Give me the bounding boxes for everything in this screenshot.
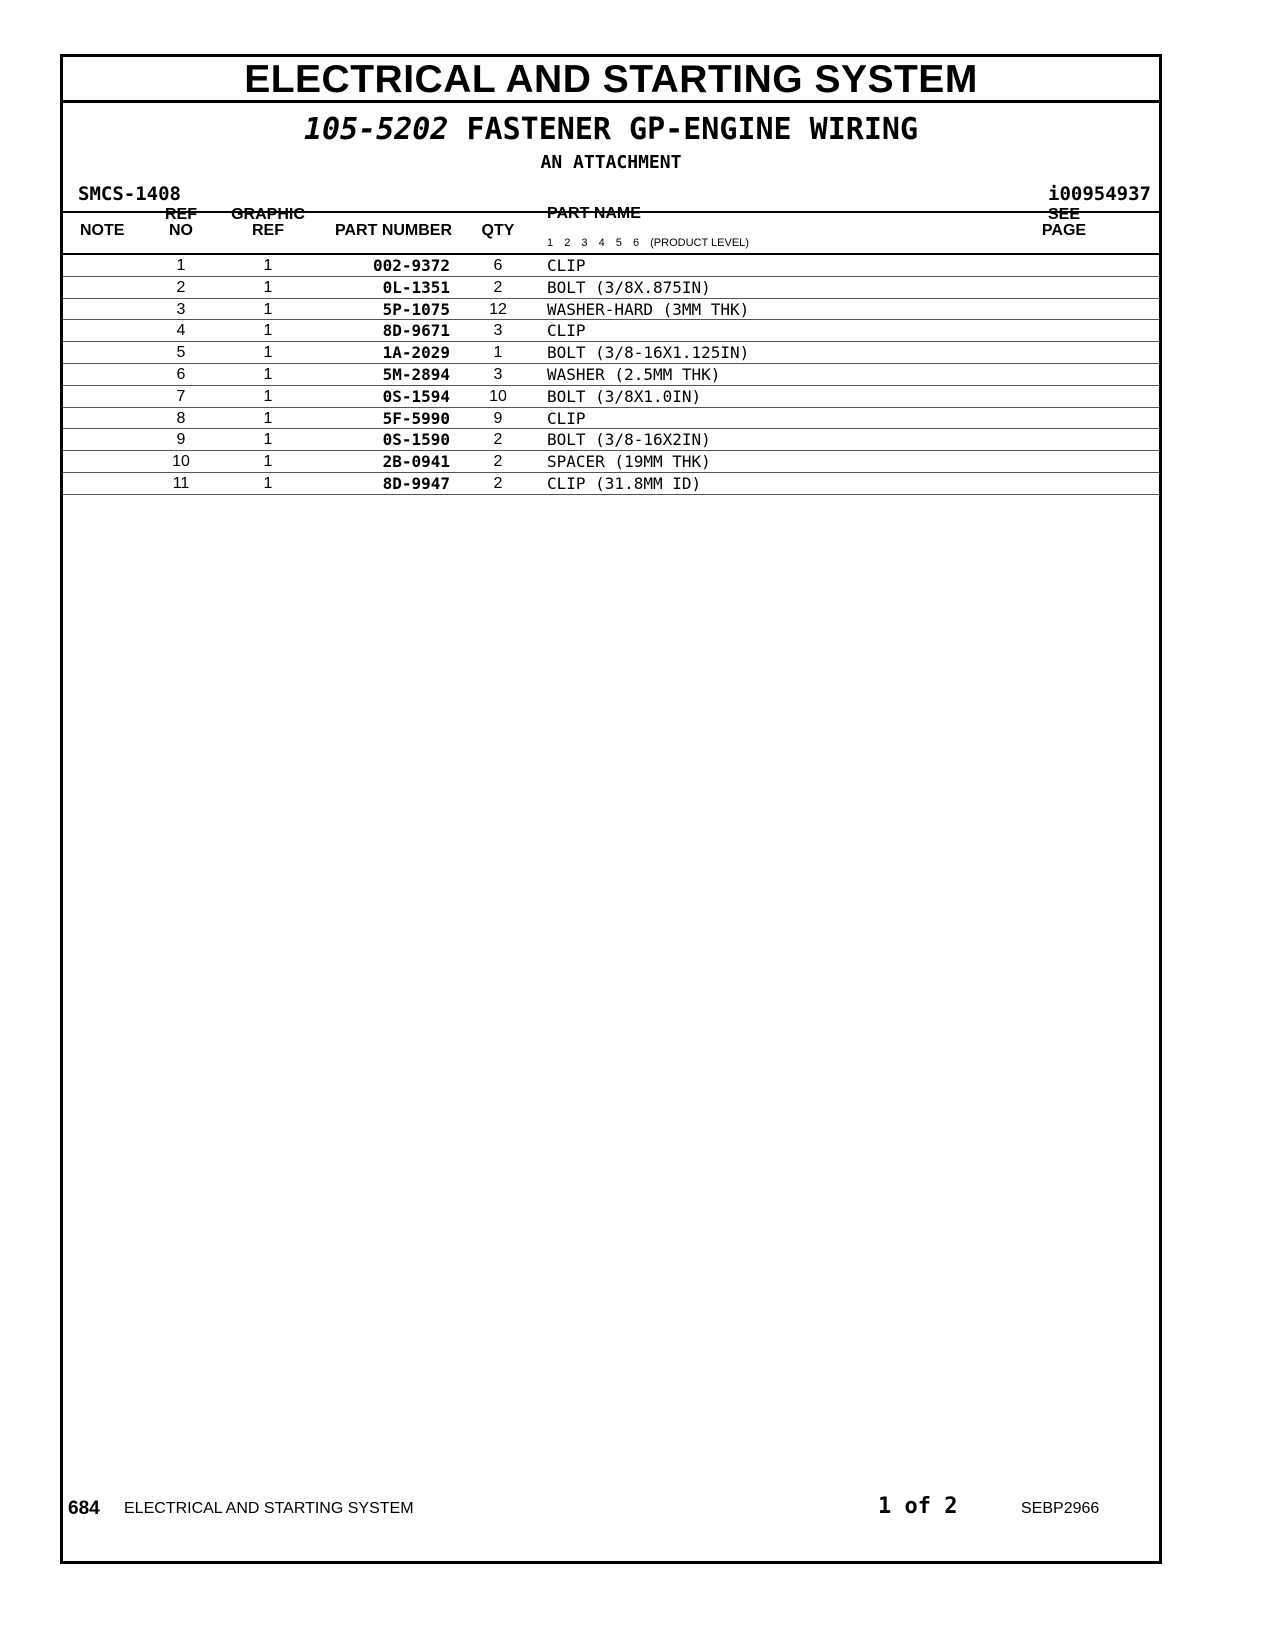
- smcs-code: SMCS-1408: [78, 183, 181, 205]
- part-name: SPACER (19MM THK): [547, 452, 711, 472]
- graphic-ref: 1: [263, 431, 273, 449]
- ref-number: 7: [176, 387, 186, 405]
- part-number: 002-9372: [372, 256, 450, 275]
- table-row: [63, 342, 1159, 364]
- ref-number: 11: [172, 474, 190, 492]
- graphic-ref: 1: [263, 474, 273, 492]
- group-number: 105-5202: [303, 112, 449, 147]
- quantity: 2: [493, 431, 503, 449]
- quantity: 3: [493, 365, 503, 383]
- part-name: BOLT (3/8-16X2IN): [547, 430, 711, 450]
- quantity: 1: [493, 344, 503, 362]
- part-number: 1A-2029: [382, 343, 450, 363]
- part-name: CLIP: [547, 321, 586, 341]
- part-number: 5P-1075: [382, 299, 450, 319]
- ref-number: 1: [176, 257, 186, 274]
- col-ref-top: REF: [165, 206, 197, 223]
- ref-number: 8: [176, 409, 186, 427]
- part-number: 0S-1590: [382, 430, 450, 450]
- ref-number: 5: [176, 344, 186, 362]
- graphic-ref: 1: [263, 257, 273, 274]
- product-level-row: [547, 237, 757, 249]
- table-row: [63, 320, 1159, 342]
- graphic-ref: 1: [263, 278, 273, 296]
- part-name: WASHER (2.5MM THK): [547, 364, 721, 384]
- graphic-ref: 1: [263, 409, 273, 427]
- col-graphic-top: GRAPHIC: [231, 206, 305, 223]
- part-name: BOLT (3/8X.875IN): [547, 277, 711, 297]
- footer-document-id: SEBP2966: [1021, 1500, 1100, 1517]
- part-number: 0S-1594: [382, 386, 450, 406]
- part-number: 0L-1351: [382, 277, 450, 297]
- group-title: [63, 112, 1159, 147]
- page-frame: [60, 54, 1162, 1564]
- part-name: BOLT (3/8X1.0IN): [547, 386, 702, 406]
- col-note: NOTE: [80, 222, 125, 239]
- part-number: 8D-9671: [382, 321, 450, 341]
- footer-section-title: ELECTRICAL AND STARTING SYSTEM: [124, 1500, 414, 1517]
- col-part-number: PART NUMBER: [335, 222, 453, 239]
- ref-number: 4: [176, 322, 186, 340]
- col-ref-bottom: NO: [169, 222, 193, 239]
- illustration-id: i00954937: [1048, 183, 1151, 205]
- table-row: [63, 277, 1159, 299]
- product-level-5: 5: [615, 237, 622, 249]
- quantity: 6: [493, 257, 503, 274]
- parts-table: [63, 255, 1159, 495]
- ref-number: 9: [176, 431, 186, 449]
- footer-sheet-indicator: 1 of 2: [878, 1494, 958, 1519]
- product-level-6: 6: [632, 237, 640, 249]
- col-graphic-bottom: REF: [252, 222, 284, 239]
- product-level-4: 4: [598, 237, 605, 249]
- table-row: [63, 408, 1159, 430]
- section-title: ELECTRICAL AND STARTING SYSTEM: [63, 57, 1159, 103]
- table-row: [63, 364, 1159, 386]
- quantity: 2: [493, 278, 503, 296]
- table-row: [63, 473, 1159, 495]
- quantity: 3: [493, 322, 503, 340]
- quantity: 10: [489, 387, 507, 405]
- graphic-ref: 1: [263, 365, 273, 383]
- product-level-label: (PRODUCT LEVEL): [650, 237, 749, 249]
- graphic-ref: 1: [263, 322, 273, 340]
- table-row: [63, 255, 1159, 277]
- graphic-ref: 1: [263, 344, 273, 362]
- table-row: [63, 299, 1159, 321]
- col-part-name: PART NAME: [547, 205, 641, 222]
- ref-number: 10: [172, 453, 190, 471]
- table-row: [63, 451, 1159, 473]
- part-name: CLIP: [547, 256, 586, 275]
- part-number: 2B-0941: [382, 452, 450, 472]
- col-see-top: SEE: [1047, 206, 1080, 223]
- product-level-3: 3: [581, 237, 588, 249]
- quantity: 2: [493, 453, 503, 471]
- col-qty: QTY: [481, 222, 515, 239]
- table-row: [63, 386, 1159, 408]
- part-number: 5M-2894: [382, 364, 450, 384]
- graphic-ref: 1: [263, 387, 273, 405]
- part-number: 5F-5990: [382, 408, 450, 428]
- quantity: 2: [493, 474, 503, 492]
- product-level-1: 1: [547, 237, 554, 249]
- part-name: WASHER-HARD (3MM THK): [547, 299, 750, 319]
- part-name: CLIP: [547, 408, 586, 428]
- table-row: [63, 429, 1159, 451]
- col-see-bottom: PAGE: [1041, 222, 1087, 239]
- ref-number: 3: [176, 300, 186, 318]
- product-level-2: 2: [564, 237, 571, 249]
- quantity: 12: [489, 300, 507, 318]
- ref-number: 6: [176, 365, 186, 383]
- part-name: BOLT (3/8-16X1.125IN): [547, 343, 750, 363]
- part-name: CLIP (31.8MM ID): [547, 473, 702, 493]
- quantity: 9: [493, 409, 503, 427]
- footer-page-number: 684: [68, 1498, 100, 1519]
- group-name: FASTENER GP-ENGINE WIRING: [466, 112, 919, 147]
- ref-number: 2: [176, 278, 186, 296]
- group-subtitle: AN ATTACHMENT: [540, 152, 682, 173]
- graphic-ref: 1: [263, 300, 273, 318]
- part-number: 8D-9947: [382, 473, 450, 493]
- graphic-ref: 1: [263, 453, 273, 471]
